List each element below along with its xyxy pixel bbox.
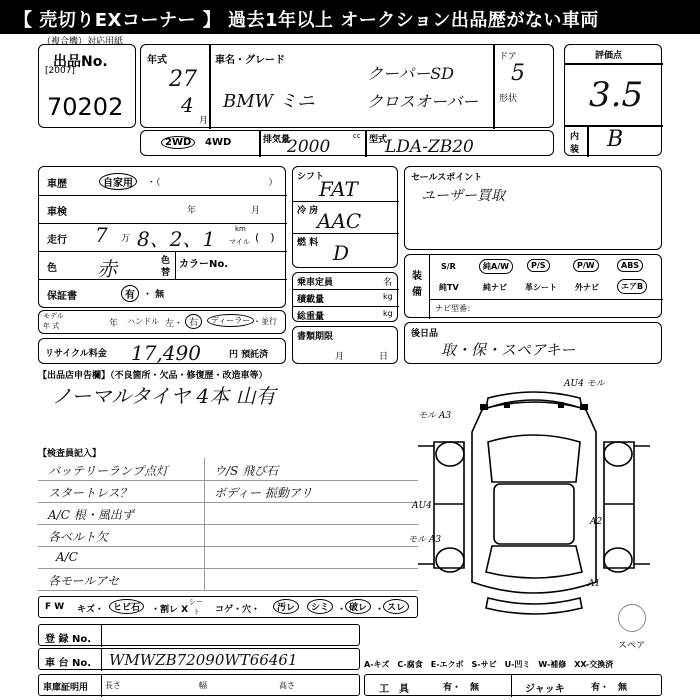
equip-ext-navi: 外ナビ: [575, 283, 599, 292]
equip-aw: 純A/W: [479, 259, 513, 274]
legend: A-キズ C-腐食 E-エクボ S-サビ U-凹ミ W-補修 XX-交換済: [364, 660, 614, 669]
diagram-note-4: モル A3: [408, 535, 442, 545]
warranty-yes: 有: [121, 285, 139, 302]
equip-sr: S/R: [441, 262, 456, 271]
score-label: 評価点: [595, 51, 623, 61]
month-value: 4: [181, 93, 194, 117]
aircon-value: AAC: [317, 209, 362, 233]
inspector-right-1: ウ/S 飛び石: [214, 464, 279, 478]
equip-pw: P/W: [573, 259, 599, 272]
header-title: 【 売切りEXコーナー 】 過去1年以上 オークション出品歴がない車両: [0, 0, 700, 34]
mileage-label: 走行: [47, 235, 67, 246]
doc-month: 月: [335, 352, 345, 362]
fw-yabure: 汚レ: [273, 599, 299, 614]
displacement-value: 2000: [287, 137, 331, 157]
equip-label-1: 装: [412, 271, 422, 282]
shareki-owned: 自家用: [99, 173, 137, 190]
color-change-2: 替: [161, 268, 171, 278]
fw-sure: スレ: [383, 599, 409, 614]
parallel-label: ・並行: [253, 317, 277, 326]
vehicle-box: [140, 44, 554, 128]
inspector-left-5: A/C: [56, 550, 78, 564]
diagram-note-3: AU4: [412, 501, 432, 511]
drive-4wd: 4WD: [205, 137, 232, 148]
fw-tobi: ヒビ石: [109, 599, 144, 614]
inspector-right-2: ボディー 振動アリ: [214, 486, 313, 500]
model-value: LDA-ZB20: [385, 137, 474, 157]
model-year-box: [38, 310, 286, 334]
doc-label: 書類期限: [297, 332, 334, 342]
nenshiki-label: 年式: [147, 55, 167, 66]
grade-line1: クーパーSD: [367, 64, 454, 83]
diagram-note-2: モル A3: [418, 411, 452, 421]
shaken-month: 月: [251, 206, 261, 216]
diagram-note-5: A2: [590, 517, 603, 527]
lot-year: [2007]: [45, 66, 75, 76]
spare-label: スペア: [618, 641, 646, 651]
reg-box: [38, 624, 360, 646]
model-year-label-2: 年 式: [43, 322, 60, 330]
tools-box: [364, 674, 662, 696]
cert-label: 車庫証明用: [43, 683, 89, 693]
shareki-rest: ・（ ）: [147, 178, 278, 188]
weight-label: 総重量: [297, 312, 325, 322]
displacement-label: 排気量: [263, 135, 291, 145]
sub-note: （複合機）対応用紙: [42, 37, 124, 47]
drive-2wd: 2WD: [161, 136, 195, 149]
reg-label: 登 録 No.: [45, 634, 92, 645]
warranty-label: 保証書: [47, 291, 77, 302]
spec-box: [292, 166, 398, 268]
warranty-rest: ・ 無: [143, 290, 165, 300]
fw-label: F W: [45, 602, 65, 612]
door-value: 5: [511, 61, 525, 86]
inspector-left-3: A/C 根・風出ず: [48, 508, 134, 522]
score-value: 3.5: [589, 75, 644, 115]
model-year-unit: 年: [109, 319, 119, 329]
sales-value: ユーザー買取: [421, 188, 505, 204]
cc-unit: cc: [353, 132, 361, 140]
diagram-note-6: A1: [588, 579, 601, 589]
color-change-1: 色: [161, 256, 171, 266]
equip-label-2: 備: [412, 287, 422, 298]
recycle-unit: 円 預託済: [229, 350, 269, 360]
chassis-box: [38, 648, 360, 670]
fw-text2: ・割レ X: [151, 605, 189, 615]
cert-width: 幅: [199, 681, 207, 690]
tools-value: 有・ 無: [443, 683, 480, 693]
sales-label: セールスポイント: [411, 173, 483, 183]
lot-number: 70202: [47, 93, 124, 121]
drive-box: [140, 130, 554, 156]
recycle-box: [38, 338, 286, 364]
chassis-value: WMWZB72090WT66461: [109, 651, 298, 669]
recycle-value: 17,490: [131, 341, 201, 365]
doc-day: 日: [379, 352, 389, 362]
km-unit: km: [235, 225, 246, 233]
mileage-rest: 8、2、1: [137, 227, 216, 251]
inspector-left-4: 各ベルト欠: [48, 530, 109, 544]
fw-kuroyogore: 破レ: [345, 599, 371, 614]
lot-box: [38, 44, 136, 128]
weight-unit: kg: [383, 309, 393, 318]
fw-text3: コゲ・穴・: [215, 605, 261, 615]
interior-label-2: 装: [570, 145, 580, 155]
shift-value: FAT: [319, 177, 358, 201]
score-box: [564, 44, 662, 156]
grade-line2: クロスオーバー: [367, 92, 479, 111]
spare-icon: [618, 604, 646, 632]
diagram-note-1: AU4 モル: [564, 379, 605, 389]
capacity-label: 乗車定員: [297, 278, 334, 288]
capacity-box: [292, 272, 398, 322]
doc-box: [292, 326, 398, 364]
fw-text5: ・: [375, 605, 385, 615]
year-value: 27: [169, 67, 197, 92]
interior-value: B: [607, 127, 624, 152]
fw-box: [38, 596, 418, 618]
interior-label-1: 内: [570, 132, 580, 142]
jack-label: ジャッキ: [525, 684, 565, 695]
atohin-box: [404, 322, 662, 364]
inspector-label: 【検査員記入】: [38, 449, 102, 459]
cert-box: [38, 674, 360, 696]
mile-unit: マイル: [229, 238, 250, 246]
model-year-label-1: モデル: [43, 312, 64, 320]
model-label: 型式: [369, 135, 388, 145]
equip-ps: P/S: [527, 259, 550, 272]
inspector-left-1: バッテリーランプ点灯: [48, 464, 169, 478]
equip-navi: 純ナビ: [483, 283, 507, 292]
equip-airbag: エアB: [617, 279, 647, 294]
carname-label: 車名・グレード: [215, 55, 285, 66]
inspector-area: [38, 458, 418, 594]
equip-leather: 革シート: [525, 283, 557, 292]
carname-value: BMW ミニ: [223, 91, 315, 112]
atohin-label: 後日品: [411, 329, 439, 339]
color-label: 色: [47, 263, 57, 274]
shift-label: シフト: [297, 172, 325, 182]
inspector-left-6: 各モールアセ: [48, 574, 120, 588]
load-unit: kg: [383, 292, 393, 301]
shaken-year: 年: [187, 206, 197, 216]
chassis-label: 車 台 No.: [45, 658, 92, 669]
color-no-label: カラーNo.: [179, 259, 229, 270]
load-label: 積載量: [297, 295, 325, 305]
handle-left: 左・: [165, 319, 184, 329]
jack-value: 有・ 無: [591, 683, 628, 693]
atohin-value: 取・保・スペアキー: [441, 341, 576, 359]
man-unit: 万: [121, 234, 131, 244]
fw-sheet-1: シー: [189, 598, 203, 606]
equip-tv: 純TV: [439, 283, 459, 292]
cert-height: 高さ: [279, 681, 295, 690]
handle-label: ハンドル: [127, 317, 159, 326]
month-unit: 月: [199, 116, 209, 126]
aircon-label: 冷 房: [297, 206, 319, 216]
fw-text1: キズ・: [77, 605, 104, 615]
remarks-value: ノーマルタイヤ 4本 山有: [52, 384, 276, 408]
lot-label: 出品No.: [53, 54, 108, 70]
handle-right: 右: [185, 314, 202, 329]
history-box: 車歴 自家用 ・（ ） 車検 年 月 走行 7 万 8、2、1 km マイル ( ) 色 赤 色 替 カラーNo. 保証書 有 ・ 無: [38, 166, 286, 308]
fuel-label: 燃 料: [297, 238, 319, 248]
equip-box: [404, 254, 662, 318]
car-damage-diagram: [404, 372, 662, 632]
color-value: 赤: [97, 257, 117, 281]
tools-label: 工 具: [379, 684, 409, 695]
recycle-label: リサイクル料金: [45, 349, 107, 359]
cert-length: 長さ: [105, 681, 121, 690]
remarks-label: 【出品店申告欄】（不良箇所・欠品・修復歴・改造車等）: [38, 371, 268, 381]
shaken-label: 車検: [47, 207, 67, 218]
door-label: ドア: [499, 52, 517, 62]
mileage-man: 7: [95, 223, 108, 247]
fw-text4: ・: [337, 605, 347, 615]
katajo-label: 形状: [499, 94, 518, 104]
fuel-value: D: [333, 241, 350, 265]
fw-shimi: シミ: [307, 599, 333, 614]
inspector-left-2: スタートレス？: [48, 486, 132, 500]
sales-box: [404, 166, 662, 250]
nav-label: ナビ型番：: [435, 304, 475, 313]
dealer-label: ディーラー: [207, 314, 254, 327]
shareki-label: 車歴: [47, 179, 67, 190]
equip-abs: ABS: [617, 259, 643, 272]
fw-sheet-2: ト: [193, 608, 200, 616]
capacity-unit: 名: [383, 278, 393, 288]
